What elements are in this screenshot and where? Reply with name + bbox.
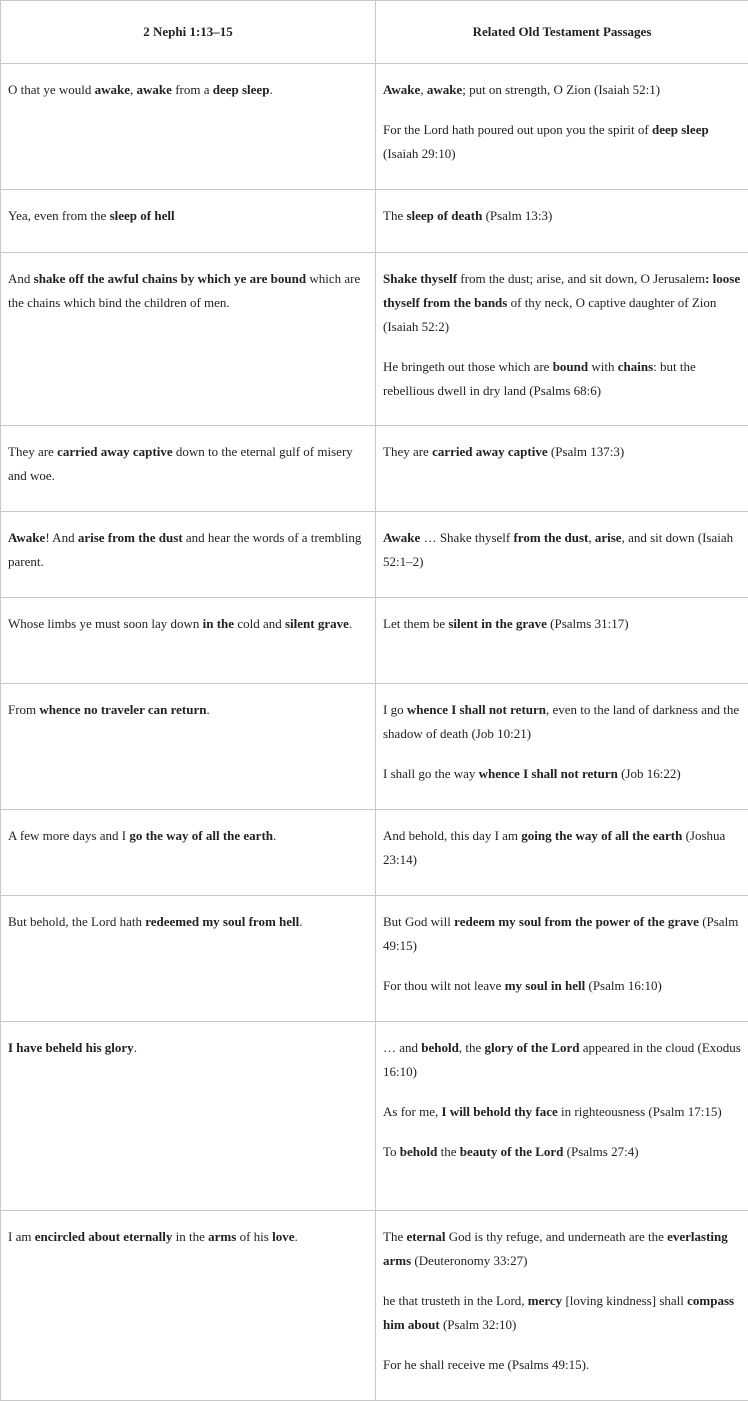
emphasis-text: awake	[137, 82, 172, 97]
emphasis-text: redeem	[454, 914, 495, 929]
passage-text	[383, 910, 741, 958]
text-run: , and sit down (Isaiah 52:1–2)	[383, 530, 733, 569]
nephi-text	[8, 440, 368, 488]
text-run: .	[349, 616, 352, 631]
text-run: (Deuteronomy 33:27)	[411, 1253, 527, 1268]
header-row	[1, 1, 748, 64]
text-run: of thy neck, O captive daughter of Zion (Isaiah 52:2)	[383, 295, 716, 334]
text-run: from the dust; arise, and sit down, O Jerusalem	[457, 271, 705, 286]
nephi-cell	[1, 598, 376, 684]
emphasis-text: from the dust	[513, 530, 588, 545]
emphasis-text: beauty of the Lord	[460, 1144, 564, 1159]
text-run: But behold, the Lord hath	[8, 914, 145, 929]
text-run: .	[134, 1040, 137, 1055]
header-nephi: 2 Nephi 1:13–15	[1, 1, 376, 64]
table-row	[1, 684, 748, 810]
table-row	[1, 810, 748, 896]
table-row	[1, 1022, 748, 1211]
text-run: ! And	[45, 530, 78, 545]
text-run: appeared in the cloud (Exodus 16:10)	[383, 1040, 741, 1079]
emphasis-text: in the	[203, 616, 234, 631]
emphasis-text: I will behold thy face	[442, 1104, 558, 1119]
text-run: the	[437, 1144, 459, 1159]
text-run: … Shake thyself	[420, 530, 513, 545]
table-row	[1, 253, 748, 426]
text-run: ,	[130, 82, 137, 97]
nephi-text	[8, 78, 368, 102]
emphasis-text: awake	[95, 82, 130, 97]
text-run: (Joshua 23:14)	[383, 828, 725, 867]
passages-cell	[376, 896, 748, 1022]
text-run: They are	[383, 444, 432, 459]
text-run: I go	[383, 702, 407, 717]
nephi-text	[8, 824, 368, 848]
text-run: For thou wilt not leave	[383, 978, 505, 993]
passage-text	[383, 78, 741, 102]
text-run: in the	[172, 1229, 208, 1244]
emphasis-text: whence I shall not return	[479, 766, 618, 781]
text-run: , the	[459, 1040, 485, 1055]
passage-text	[383, 267, 741, 339]
emphasis-text: my soul in hell	[505, 978, 586, 993]
nephi-cell	[1, 190, 376, 253]
text-run: which are the chains which bind the children of men.	[8, 271, 360, 310]
nephi-cell	[1, 426, 376, 512]
text-run: .	[269, 82, 272, 97]
text-run: And behold, this day I am	[383, 828, 521, 843]
text-run: .	[273, 828, 276, 843]
text-run: .	[294, 1229, 297, 1244]
header-old-testament: Related Old Testament Passages	[376, 1, 748, 64]
nephi-cell	[1, 684, 376, 810]
nephi-cell	[1, 64, 376, 190]
emphasis-text: Awake	[8, 530, 45, 545]
emphasis-text: everlasting arms	[383, 1229, 728, 1268]
passage-text	[383, 1036, 741, 1084]
text-run: (Psalm 32:10)	[440, 1317, 517, 1332]
passage-text	[383, 974, 741, 998]
passage-text	[383, 204, 741, 228]
emphasis-text: silent in the grave	[448, 616, 547, 631]
nephi-text	[8, 204, 368, 228]
nephi-text	[8, 1036, 368, 1060]
emphasis-text: my soul from the power of the grave	[498, 914, 699, 929]
passage-text	[383, 1100, 741, 1124]
passages-cell	[376, 598, 748, 684]
text-run: he that trusteth in the Lord,	[383, 1293, 528, 1308]
text-run: To	[383, 1144, 400, 1159]
emphasis-text: arise from the dust	[78, 530, 183, 545]
passages-cell	[376, 426, 748, 512]
text-run: He bringeth out those which are	[383, 359, 553, 374]
text-run: For he shall receive me (Psalms 49:15).	[383, 1357, 589, 1372]
passage-text	[383, 762, 741, 786]
passage-text	[383, 698, 741, 746]
nephi-cell	[1, 1211, 376, 1401]
table-row	[1, 64, 748, 190]
nephi-cell	[1, 810, 376, 896]
nephi-text	[8, 612, 368, 636]
passages-cell	[376, 64, 748, 190]
passage-text	[383, 118, 741, 166]
table-row	[1, 896, 748, 1022]
passage-text	[383, 440, 741, 464]
text-run: (Job 16:22)	[618, 766, 681, 781]
table-row	[1, 598, 748, 684]
text-run: (Isaiah 29:10)	[383, 146, 456, 161]
passages-cell	[376, 1211, 748, 1401]
text-run: ,	[420, 82, 427, 97]
text-run: As for me,	[383, 1104, 442, 1119]
emphasis-text: chains	[618, 359, 653, 374]
text-run: (Psalms 31:17)	[547, 616, 629, 631]
text-run: (Psalm 137:3)	[548, 444, 625, 459]
passage-text	[383, 1225, 741, 1273]
emphasis-text: Awake	[383, 82, 420, 97]
text-run: .	[206, 702, 209, 717]
text-run: (Psalm 49:15)	[383, 914, 738, 953]
passage-text	[383, 355, 741, 403]
table-row	[1, 426, 748, 512]
emphasis-text: eternal	[406, 1229, 445, 1244]
emphasis-text: compass him about	[383, 1293, 734, 1332]
passages-cell	[376, 684, 748, 810]
emphasis-text: arms	[208, 1229, 236, 1244]
emphasis-text: silent grave	[285, 616, 349, 631]
nephi-cell	[1, 253, 376, 426]
text-run: [loving kindness] shall	[562, 1293, 687, 1308]
text-run: .	[299, 914, 302, 929]
nephi-text	[8, 1225, 368, 1249]
emphasis-text: : loose thyself from the bands	[383, 271, 740, 310]
text-run: And	[8, 271, 34, 286]
text-run: Whose limbs ye must soon lay down	[8, 616, 203, 631]
emphasis-text: deep sleep	[652, 122, 709, 137]
text-run: , even to the land of darkness and the shadow of death (Job 10:21)	[383, 702, 739, 741]
emphasis-text: love	[272, 1229, 294, 1244]
text-run: of his	[236, 1229, 272, 1244]
emphasis-text: deep sleep	[213, 82, 270, 97]
nephi-cell	[1, 1022, 376, 1211]
passage-text	[383, 526, 741, 574]
passages-cell	[376, 190, 748, 253]
text-run: God is thy refuge, and underneath are the	[445, 1229, 667, 1244]
text-run: The	[383, 208, 406, 223]
text-run: cold and	[234, 616, 285, 631]
emphasis-text: awake	[427, 82, 462, 97]
emphasis-text: behold	[421, 1040, 459, 1055]
nephi-cell	[1, 512, 376, 598]
emphasis-text: behold	[400, 1144, 438, 1159]
text-run: from a	[172, 82, 213, 97]
nephi-text	[8, 910, 368, 934]
text-run: … and	[383, 1040, 421, 1055]
emphasis-text: arise	[595, 530, 622, 545]
text-run: ,	[588, 530, 595, 545]
text-run: The	[383, 1229, 406, 1244]
text-run: (Psalm 13:3)	[482, 208, 552, 223]
text-run: with	[588, 359, 618, 374]
emphasis-text: carried away captive	[57, 444, 173, 459]
passage-text	[383, 824, 741, 872]
emphasis-text: whence	[39, 702, 80, 717]
text-run: in righteousness (Psalm 17:15)	[558, 1104, 722, 1119]
table-row	[1, 1211, 748, 1401]
text-run: (Psalm 16:10)	[585, 978, 662, 993]
emphasis-text: I have beheld his glory	[8, 1040, 134, 1055]
emphasis-text: shake off the awful chains by which ye are bound	[34, 271, 306, 286]
table-row	[1, 512, 748, 598]
nephi-text	[8, 267, 368, 315]
table-body	[1, 64, 748, 1401]
passages-cell	[376, 1022, 748, 1211]
text-run: down to the eternal gulf of misery and woe.	[8, 444, 353, 483]
emphasis-text: Shake thyself	[383, 271, 457, 286]
text-run: A few more days and I	[8, 828, 129, 843]
text-run: ; put on strength, O Zion (Isaiah 52:1)	[462, 82, 660, 97]
text-run: and hear the words of a trembling parent.	[8, 530, 361, 569]
table-row	[1, 190, 748, 253]
emphasis-text: mercy	[528, 1293, 562, 1308]
text-run: From	[8, 702, 39, 717]
emphasis-text: encircled about eternally	[35, 1229, 173, 1244]
emphasis-text: sleep of death	[406, 208, 482, 223]
emphasis-text: glory of the Lord	[485, 1040, 580, 1055]
emphasis-text: carried away captive	[432, 444, 548, 459]
passages-cell	[376, 253, 748, 426]
emphasis-text: Awake	[383, 530, 420, 545]
passages-cell	[376, 810, 748, 896]
nephi-text	[8, 698, 368, 722]
nephi-text	[8, 526, 368, 574]
text-run: Yea, even from the	[8, 208, 110, 223]
text-run: : but the rebellious dwell in dry land (Psalms 68:6)	[383, 359, 696, 398]
emphasis-text: whence I shall not return	[407, 702, 546, 717]
text-run: O that ye would	[8, 82, 95, 97]
text-run: I am	[8, 1229, 35, 1244]
emphasis-text: go the way of all the earth	[129, 828, 273, 843]
text-run: For the Lord hath poured out upon you the spirit of	[383, 122, 652, 137]
text-run: They are	[8, 444, 57, 459]
passage-text	[383, 1353, 741, 1377]
passages-cell	[376, 512, 748, 598]
passage-text	[383, 1289, 741, 1337]
emphasis-text: bound	[553, 359, 588, 374]
text-run: Let them be	[383, 616, 448, 631]
emphasis-text: sleep of hell	[110, 208, 175, 223]
passage-text	[383, 1140, 741, 1164]
passage-text	[383, 612, 741, 636]
emphasis-text: redeemed my soul from hell	[145, 914, 299, 929]
emphasis-text: no traveler can return	[84, 702, 207, 717]
text-run: (Psalms 27:4)	[563, 1144, 638, 1159]
text-run: But God will	[383, 914, 454, 929]
emphasis-text: going the way of all the earth	[521, 828, 682, 843]
nephi-cell	[1, 896, 376, 1022]
text-run: I shall go the way	[383, 766, 479, 781]
